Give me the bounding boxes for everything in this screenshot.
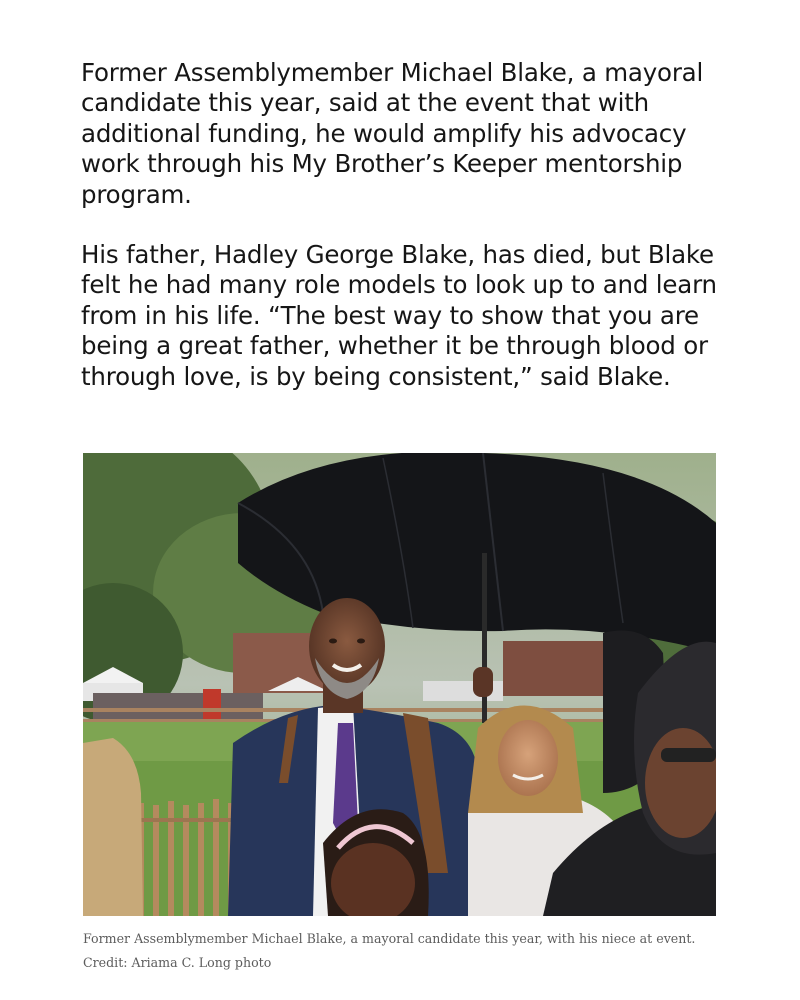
article-photo [83, 453, 716, 916]
background-crowd [203, 689, 221, 723]
person-beige-jacket [83, 738, 143, 916]
article-paragraph-2: His father, Hadley George Blake, has died, but Blake felt he had many role models to look up to and learn from in his life. “The best way to show that you are being a great father, whether it be through blood or through love, is by being consistent,” said Blake. [81, 240, 717, 391]
photo-caption: Former Assemblymember Michael Blake, a mayoral candidate this year, with his niece at event. Credit: Ariama C. Long photo [83, 931, 696, 970]
article-paragraph-1: Former Assemblymember Michael Blake, a mayoral candidate this year, said at the event that with additional funding, he would amplify his advocacy work through his My Brother’s Keeper mentorship program. [81, 58, 704, 209]
article-body [81, 58, 731, 392]
